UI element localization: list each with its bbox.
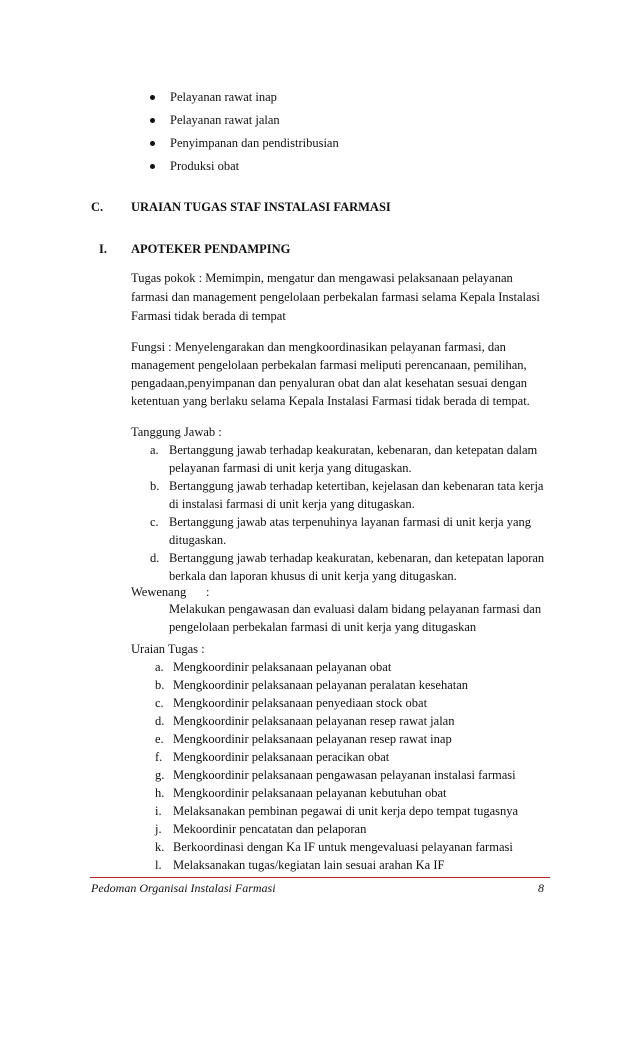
paragraph-line: Farmasi tidak berada di tempat — [131, 309, 286, 323]
uraian-tugas-heading: Uraian Tugas : — [131, 642, 205, 656]
bullet-icon — [150, 141, 155, 146]
paragraph-line: Fungsi : Menyelengarakan dan mengkoordinasikan pelayanan farmasi, dan — [131, 340, 506, 354]
list-item: Melaksanakan pembinan pegawai di unit kerja depo tempat tugasnya — [173, 804, 519, 818]
list-item: Mekoordinir pencatatan dan pelaporan — [173, 822, 367, 836]
paragraph-line: Tugas pokok : Memimpin, mengatur dan mengawasi pelaksanaan pelayanan — [131, 271, 513, 285]
list-item-line: Bertanggung jawab terhadap keakuratan, kebenaran, dan ketepatan laporan — [169, 551, 545, 565]
bullet-icon — [150, 118, 155, 123]
list-letter: h. — [155, 786, 165, 800]
list-letter: b. — [150, 479, 160, 493]
tanggung-jawab-heading: Tanggung Jawab : — [131, 425, 222, 439]
list-letter: b. — [155, 678, 165, 692]
list-item: Melaksanakan tugas/kegiatan lain sesuai arahan Ka IF — [173, 858, 445, 872]
paragraph-line: pengadaan,penyimpanan dan penyaluran obat dan alat kesehatan sesuai dengan — [131, 376, 528, 390]
list-letter: c. — [150, 515, 159, 529]
list-item: Mengkoordinir pelaksanaan penyediaan stock obat — [173, 696, 428, 710]
list-item-line: Bertanggung jawab atas terpenuhinya layanan farmasi di unit kerja yang — [169, 515, 532, 529]
list-item: Mengkoordinir pelaksanaan pelayanan peralatan kesehatan — [173, 678, 469, 692]
bullet-item: Produksi obat — [170, 159, 240, 173]
list-item: Mengkoordinir pelaksanaan peracikan obat — [173, 750, 390, 764]
list-letter: g. — [155, 768, 165, 782]
list-letter: e. — [155, 732, 164, 746]
list-letter: l. — [155, 858, 162, 872]
list-letter: k. — [155, 840, 165, 854]
page-number: 8 — [538, 881, 544, 895]
list-item: Mengkoordinir pelaksanaan pelayanan resep rawat jalan — [173, 714, 455, 728]
bullet-item: Pelayanan rawat inap — [170, 90, 277, 104]
list-letter: d. — [150, 551, 160, 565]
list-item-line: pelayanan farmasi di unit kerja yang ditugaskan. — [169, 461, 412, 475]
list-letter: i. — [155, 804, 162, 818]
bullet-item: Pelayanan rawat jalan — [170, 113, 280, 127]
list-item-line: di instalasi farmasi di unit kerja yang ditugaskan. — [169, 497, 415, 511]
paragraph-line: ketentuan yang berlaku selama Kepala Instalasi Farmasi tidak berada di tempat. — [131, 394, 530, 408]
wewenang-heading: Wewenang — [131, 585, 187, 599]
wewenang-colon: : — [206, 585, 210, 599]
list-item-line: ditugaskan. — [169, 533, 227, 547]
bullet-icon — [150, 95, 155, 100]
list-letter: a. — [155, 660, 164, 674]
list-item: Mengkoordinir pelaksanaan pelayanan obat — [173, 660, 392, 674]
footer-title: Pedoman Organisai Instalasi Farmasi — [91, 881, 276, 895]
list-item: Mengkoordinir pelaksanaan pengawasan pelayanan instalasi farmasi — [173, 768, 516, 782]
list-item-line: Bertanggung jawab terhadap keakuratan, kebenaran, dan ketepatan dalam — [169, 443, 538, 457]
list-item-line: Bertanggung jawab terhadap ketertiban, kejelasan dan kebenaran tata kerja — [169, 479, 544, 493]
list-letter: d. — [155, 714, 165, 728]
list-item-line: berkala dan laporan khusus di unit kerja yang ditugaskan. — [169, 569, 457, 583]
paragraph-line: farmasi dan management pengelolaan perbekalan farmasi selama Kepala Instalasi — [131, 290, 540, 304]
list-letter: j. — [155, 822, 162, 836]
section-title: URAIAN TUGAS STAF INSTALASI FARMASI — [131, 200, 391, 214]
list-letter: c. — [155, 696, 164, 710]
paragraph-line: pengelolaan perbekalan farmasi di unit kerja yang ditugaskan — [169, 620, 477, 634]
list-item: Berkoordinasi dengan Ka IF untuk mengevaluasi pelayanan farmasi — [173, 840, 513, 854]
list-letter: f. — [155, 750, 163, 764]
bullet-icon — [150, 164, 155, 169]
list-letter: a. — [150, 443, 159, 457]
section-number: C. — [91, 200, 104, 214]
footer-rule — [90, 877, 550, 878]
paragraph-line: management pengelolaan perbekalan farmasi meliputi perencanaan, pemilihan, — [131, 358, 527, 372]
bullet-item: Penyimpanan dan pendistribusian — [170, 136, 339, 150]
paragraph-line: Melakukan pengawasan dan evaluasi dalam bidang pelayanan farmasi dan — [169, 602, 542, 616]
subsection-number: I. — [99, 242, 107, 256]
list-item: Mengkoordinir pelaksanaan pelayanan kebutuhan obat — [173, 786, 447, 800]
list-item: Mengkoordinir pelaksanaan pelayanan resep rawat inap — [173, 732, 452, 746]
subsection-title: APOTEKER PENDAMPING — [131, 242, 291, 256]
